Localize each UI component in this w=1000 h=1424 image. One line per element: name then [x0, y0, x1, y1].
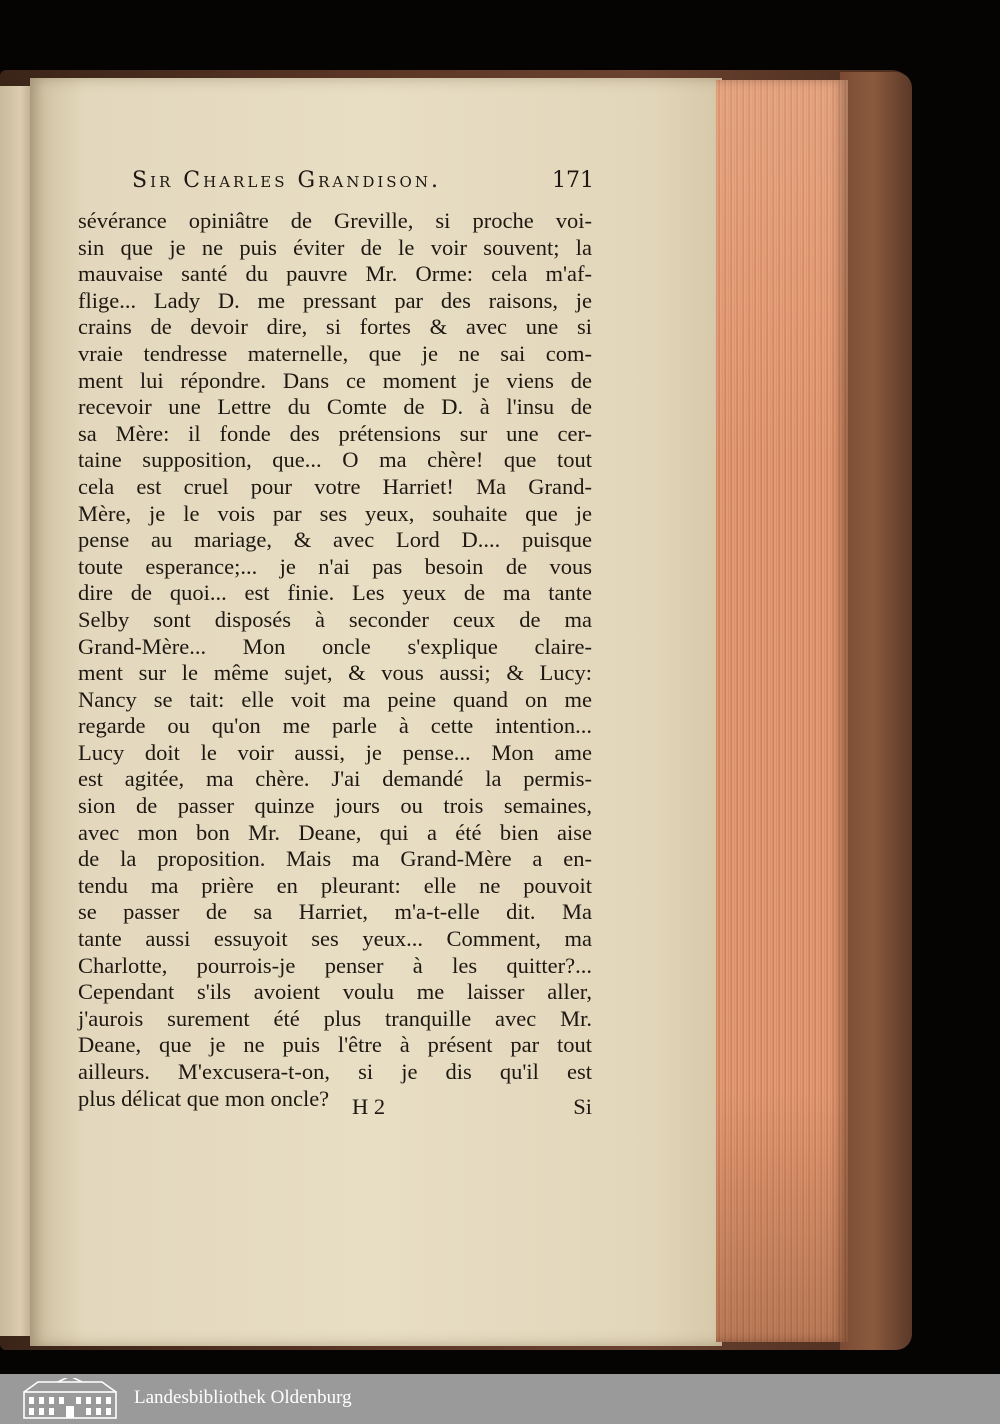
text-line: taine supposition, que... O ma chère! que tout	[78, 447, 592, 473]
text-line: dire de quoi... est finie. Les yeux de ma tante	[78, 580, 592, 606]
book-cover-edge	[840, 72, 912, 1350]
text-line: tante aussi essuyoit ses yeux... Comment, ma	[78, 926, 592, 952]
library-name: Landesbibliothek Oldenburg	[134, 1387, 352, 1408]
text-line: toute esperance;... je n'ai pas besoin de vous	[78, 553, 592, 579]
text-line: avec mon bon Mr. Deane, qui a été bien aise	[78, 819, 592, 845]
text-line: ailleurs. M'excusera-t-on, si je dis qu'il est	[78, 1059, 592, 1084]
text-line: tendu ma prière en pleurant: elle ne pouvoit	[78, 872, 592, 898]
text-line: Charlotte, pourrois-je penser à les quitter?...	[78, 952, 592, 978]
text-line: vraie tendresse maternelle, que je ne sai com-	[78, 340, 592, 366]
text-line: flige... Lady D. me pressant par des raisons, je	[78, 287, 592, 313]
text-line: Grand-Mère... Mon oncle s'explique claire-	[78, 633, 592, 659]
library-bar	[0, 1374, 1000, 1424]
text-line: sévérance opiniâtre de Greville, si proche voi-	[78, 208, 592, 233]
text-line: Lucy doit le voir aussi, je pense... Mon ame	[78, 739, 592, 765]
text-line: Mère, je le vois par ses yeux, souhaite que je	[78, 500, 592, 526]
text-line: Nancy se tait: elle voit ma peine quand on me	[78, 686, 592, 712]
text-line: Deane, que je ne puis l'être à présent par tout	[78, 1032, 592, 1058]
running-head: Sir Charles Grandison.	[132, 168, 441, 193]
text-line: se passer de sa Harriet, m'a-t-elle dit. Ma	[78, 899, 592, 925]
catchword: Si	[573, 1094, 592, 1119]
signature-mark: H 2	[352, 1094, 386, 1119]
text-line: recevoir une Lettre du Comte de D. à l'insu de	[78, 394, 592, 420]
text-line: sion de passer quinze jours ou trois semaines,	[78, 793, 592, 819]
text-line: crains de devoir dire, si fortes & avec une si	[78, 314, 592, 340]
text-line: Cependant s'ils avoient voulu me laisser aller,	[78, 979, 592, 1005]
text-line: plus délicat que mon oncle?	[78, 1085, 330, 1111]
body-text	[78, 208, 592, 1112]
text-line: Selby sont disposés à seconder ceux de ma	[78, 606, 592, 632]
text-line: ment sur le même sujet, & vous aussi; & Lucy:	[78, 660, 592, 686]
text-line: sin que je ne puis éviter de le voir souvent; la	[78, 234, 592, 260]
page-header	[118, 168, 594, 202]
text-line: ment lui répondre. Dans ce moment je viens de	[78, 367, 592, 393]
page-edges-shade	[716, 80, 848, 1342]
page-footer	[78, 1094, 592, 1124]
library-building-icon	[18, 1378, 122, 1420]
page-number: 171	[552, 168, 594, 193]
text-line: de la proposition. Mais ma Grand-Mère a en-	[78, 846, 592, 872]
text-line: sa Mère: il fonde des prétensions sur une cer-	[78, 420, 592, 446]
text-line: regarde ou qu'on me parle à cette intention...	[78, 713, 592, 739]
text-line: cela est cruel pour votre Harriet! Ma Grand-	[78, 473, 592, 499]
text-line: mauvaise santé du pauvre Mr. Orme: cela m'af-	[78, 261, 592, 287]
left-page-edge	[0, 86, 34, 1336]
text-line: pense au mariage, & avec Lord D.... puisque	[78, 527, 592, 553]
text-line: est agitée, ma chère. J'ai demandé la permis-	[78, 766, 592, 792]
text-line: j'aurois surement été plus tranquille avec Mr.	[78, 1005, 592, 1031]
